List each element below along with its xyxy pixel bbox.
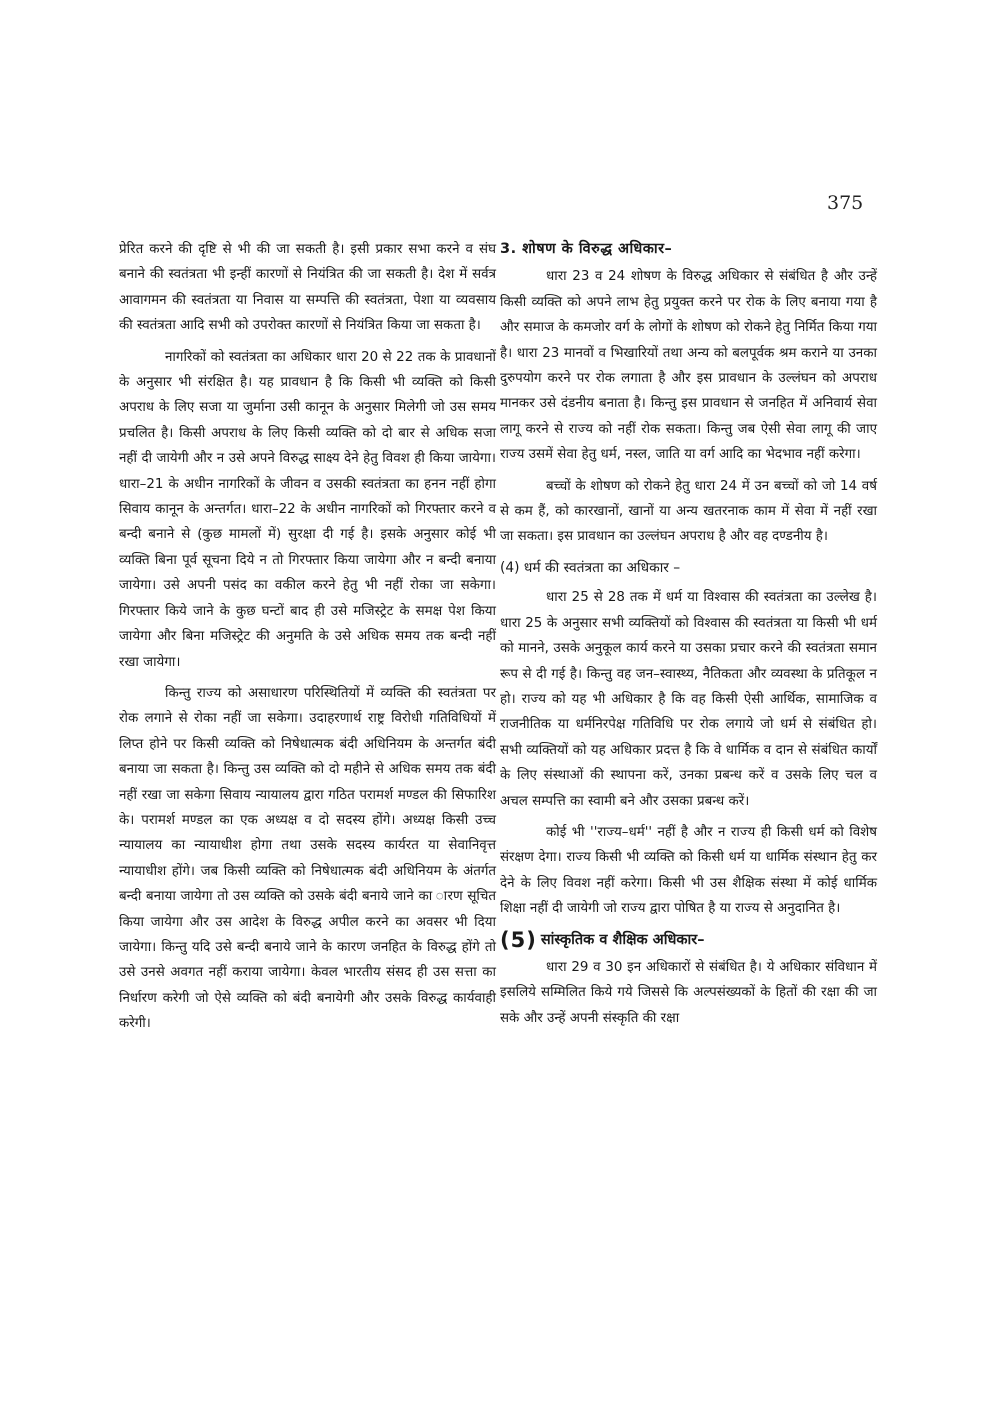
section-4-paragraph-2: कोई भी ''राज्य–धर्म'' नहीं है और न राज्य ही किसी धर्म को विशेष संरक्षण देगा। राज्य किसी भी व्यक्ति को किसी धर्म या धार्मिक संस्थान हेतु कर देने के लिए विवश नहीं करेगा। किसी भी उस शैक्षिक संस्था में कोई धार्मिक शिक्षा नहीं दी जायेगी जो राज्य द्वारा पोषित है या राज्य से अनुदानित है।	[500, 824, 877, 917]
section-5-number: (5)	[500, 927, 537, 952]
section-4-paragraph-1: धारा 25 से 28 तक में धर्म या विश्वास की स्वतंत्रता का उल्लेख है। धारा 25 के अनुसार सभी व्यक्तियों को विश्वास की स्वतंत्रता या किसी भी धर्म को मानने, उसके अनुकूल कार्य करने या उसका प्रचार करने की स्वतंत्रता समान रूप से दी गई है। किन्तु वह जन–स्वास्थ्य, नैतिकता और व्यवस्था के प्रतिकूल न हो। राज्य को यह भी अधिकार है कि वह किसी ऐसी आर्थिक, सामाजिक व राजनीतिक या धर्मनिरपेक्ष गतिविधि पर रोक लगाये जो धर्म से संबंधित हो। सभी व्यक्तियों को यह अधिकार प्रदत्त है कि वे धार्मिक व दान से संबंधित कार्यों के लिए संस्थाओं की स्थापना करें, उनका प्रबन्ध करें व उसके लिए चल व अचल सम्पत्ति का स्वामी बने और उसका प्रबन्ध करें।	[500, 590, 877, 809]
section-3-paragraph-1: धारा 23 व 24 शोषण के विरुद्ध अधिकार से संबंधित है और उन्हें किसी व्यक्ति को अपने लाभ हेतु प्रयुक्त करने पर रोक के लिए बनाया गया है और समाज के कमजोर वर्ग के लोगों के शोषण को रोकने हेतु निर्मित किया गया है। धारा 23 मानवों व भिखारियों तथा अन्य को बलपूर्वक श्रम कराने या उनका दुरुपयोग करने पर रोक लगाता है और इस प्रावधान के उल्लंघन को अपराध मानकर उसे दंडनीय बनाता है। किन्तु इस प्रावधान से जनहित में अनिवार्य सेवा लागू करने से राज्य को नहीं रोक सकता। किन्तु जब ऐसी सेवा लागू की जाए राज्य उसमें सेवा हेतु धर्म, नस्ल, जाति या वर्ग आदि का भेदभाव नहीं करेगा।	[500, 269, 877, 463]
left-paragraph-1: प्रेरित करने की दृष्टि से भी की जा सकती है। इसी प्रकार सभा करने व संघ बनाने की स्वतंत्रता भी इन्हीं कारणों से नियंत्रित की जा सकती है। देश में सर्वत्र आवागमन की स्वतंत्रता या निवास या सम्पत्ति की स्वतंत्रता, पेशा या व्यवसाय की स्वतंत्रता आदि सभी को उपरोक्त कारणों से नियंत्रित किया जा सकता है।	[119, 242, 496, 334]
right-column	[500, 237, 877, 1037]
section-3-heading: 3. शोषण के विरुद्ध अधिकार–	[500, 241, 673, 257]
left-paragraph-3: किन्तु राज्य को असाधारण परिस्थितियों में व्यक्ति की स्वतंत्रता पर रोक लगाने से रोका नहीं जा सकेगा। उदाहरणार्थ राष्ट्र विरोधी गतिविधियों में लिप्त होने पर किसी व्यक्ति को निषेधात्मक बंदी अधिनियम के अन्तर्गत बंदी बनाया जा सकता है। किन्तु उस व्यक्ति को दो महीने से अधिक समय तक बंदी नहीं रखा जा सकेगा सिवाय न्यायालय द्वारा गठित परामर्श मण्डल की सिफारिश के। परामर्श मण्डल का एक अध्यक्ष व दो सदस्य होंगे। अध्यक्ष किसी उच्च न्यायालय का न्यायाधीश होगा तथा उसके सदस्य कार्यरत या सेवानिवृत्त न्यायाधीश होंगे। जब किसी व्यक्ति को निषेधात्मक बंदी अधिनियम के अंतर्गत बन्दी बनाया जायेगा तो उस व्यक्ति को उसके बंदी बनाये जाने का ारण सूचित किया जायेगा और उस आदेश के विरुद्ध अपील करने का अवसर भी दिया जायेगा। किन्तु यदि उसे बन्दी बनाये जाने के कारण जनहित के विरुद्ध होंगे तो उसे उनसे अवगत नहीं कराया जायेगा। केवल भारतीय संसद ही उस सत्ता का निर्धारण करेगी जो ऐसे व्यक्ति को बंदी बनायेगी और उसके विरुद्ध कार्यवाही करेगी।	[119, 685, 496, 1032]
section-5-heading	[500, 928, 877, 953]
left-column	[119, 237, 496, 1043]
section-4-heading: (4) धर्म की स्वतंत्रता का अधिकार –	[500, 559, 681, 576]
left-paragraph-2: नागरिकों को स्वतंत्रता का अधिकार धारा 20 से 22 तक के प्रावधानों के अनुसार भी संरक्षित है। यह प्रावधान है कि किसी भी व्यक्ति को किसी अपराध के लिए सजा या जुर्माना उसी कानून के अनुसार मिलेगी जो उस समय प्रचलित है। किसी अपराध के लिए किसी व्यक्ति को दो बार से अधिक सजा नहीं दी जायेगी और न उसे अपने विरुद्ध साक्ष्य देने हेतु विवश ही किया जायेगा। धारा–21 के अधीन नागरिकों के जीवन व उसकी स्वतंत्रता का हनन नहीं होगा सिवाय कानून के अन्तर्गत। धारा–22 के अधीन नागरिकों को गिरफ्तार करने व बन्दी बनाने से (कुछ मामलों में) सुरक्षा दी गई है। इसके अनुसार कोई भी व्यक्ति बिना पूर्व सूचना दिये न तो गिरफ्तार किया जायेगा और न बन्दी बनाया जायेगा। उसे अपनी पसंद का वकील करने हेतु भी नहीं रोका जा सकेगा। गिरफ्तार किये जाने के कुछ घन्टों बाद ही उसे मजिस्ट्रेट के समक्ष पेश किया जायेगा और बिना मजिस्ट्रेट की अनुमति के उसे अधिक समय तक बन्दी नहीं रखा जायेगा।	[119, 349, 496, 670]
section-3-paragraph-2: बच्चों के शोषण को रोकने हेतु धारा 24 में उन बच्चों को जो 14 वर्ष से कम हैं, को कारखानों, खानों या अन्य खतरनाक काम में सेवा में नहीं रखा जा सकता। इस प्रावधान का उल्लंघन अपराध है और वह दण्डनीय है।	[500, 478, 877, 545]
section-5-title: सांस्कृतिक व शैक्षिक अधिकार–	[540, 931, 705, 948]
section-5-paragraph-1: धारा 29 व 30 इन अधिकारों से संबंधित है। ये अधिकार संविधान में इसलिये सम्मिलित किये गये जिससे कि अल्पसंख्यकों के हितों की रक्षा की जा सके और उन्हें अपनी संस्कृति की रक्षा	[500, 959, 877, 1026]
page-number: 375	[827, 192, 864, 214]
